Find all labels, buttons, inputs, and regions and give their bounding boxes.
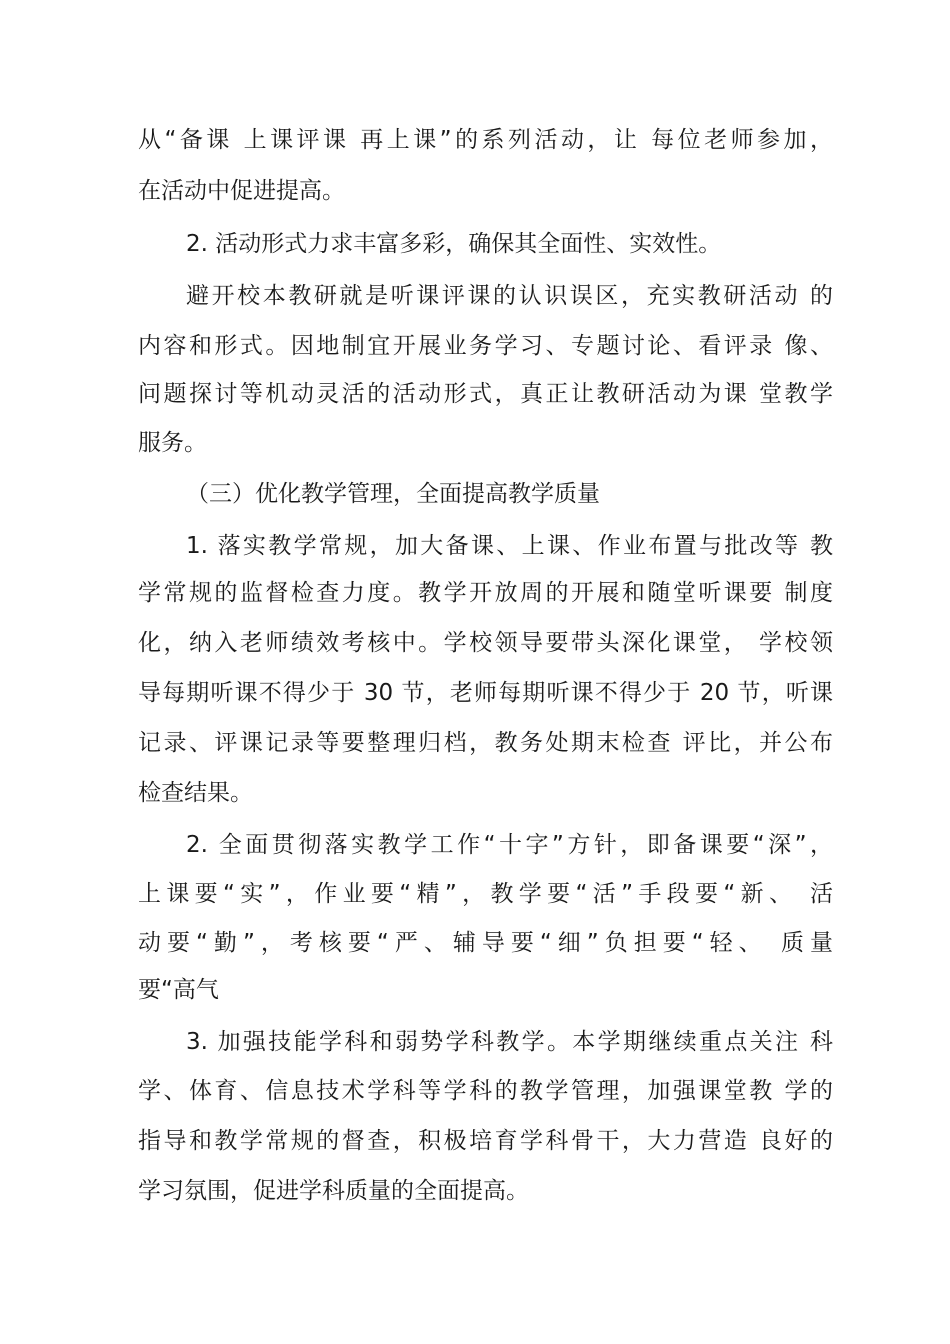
paragraph-line: 从“备课 上课评课 再上课”的系列活动，让 每位老师参加，: [138, 127, 833, 153]
paragraph-line: 学常规的监督检查力度。教学开放周的开展和随堂听课要 制度: [138, 580, 833, 606]
paragraph-line: 检查结果。: [138, 780, 253, 806]
paragraph-line: 内容和形式。因地制宜开展业务学习、专题讨论、看评录 像、: [138, 333, 833, 359]
paragraph-line: 避开校本教研就是听课评课的认识误区，充实教研活动 的: [186, 283, 833, 309]
section-heading: （三）优化教学管理，全面提高教学质量: [186, 481, 600, 507]
paragraph-line: 2. 全面贯彻落实教学工作“十字”方针，即备课要“深”，: [186, 832, 833, 858]
paragraph-line: 动要“勤”，考核要“严、辅导要“细”负担要“轻、 质量: [138, 930, 833, 956]
paragraph-line: 在活动中促进提高。: [138, 178, 345, 204]
paragraph-line: 学习氛围，促进学科质量的全面提高。: [138, 1178, 529, 1204]
paragraph-line: 服务。: [138, 430, 207, 456]
paragraph-line: 上课要“实”，作业要“精”，教学要“活”手段要“新、 活: [138, 881, 833, 907]
paragraph-line: 化，纳入老师绩效考核中。学校领导要带头深化课堂， 学校领: [138, 630, 833, 656]
paragraph-line: 2. 活动形式力求丰富多彩，确保其全面性、实效性。: [186, 231, 722, 257]
paragraph-line: 1. 落实教学常规，加大备课、上课、作业布置与批改等 教: [186, 533, 833, 559]
paragraph-line: 学、体育、信息技术学科等学科的教学管理，加强课堂教 学的: [138, 1078, 833, 1104]
paragraph-line: 导每期听课不得少于 30 节，老师每期听课不得少于 20 节，听课: [138, 680, 833, 706]
paragraph-line: 指导和教学常规的督查，积极培育学科骨干，大力营造 良好的: [138, 1128, 833, 1154]
paragraph-line: 记录、评课记录等要整理归档，教务处期末检查 评比，并公布: [138, 730, 833, 756]
paragraph-line: 要“高气: [138, 977, 219, 1003]
paragraph-line: 3. 加强技能学科和弱势学科教学。本学期继续重点关注 科: [186, 1029, 833, 1055]
paragraph-line: 问题探讨等机动灵活的活动形式，真正让教研活动为课 堂教学: [138, 381, 833, 407]
